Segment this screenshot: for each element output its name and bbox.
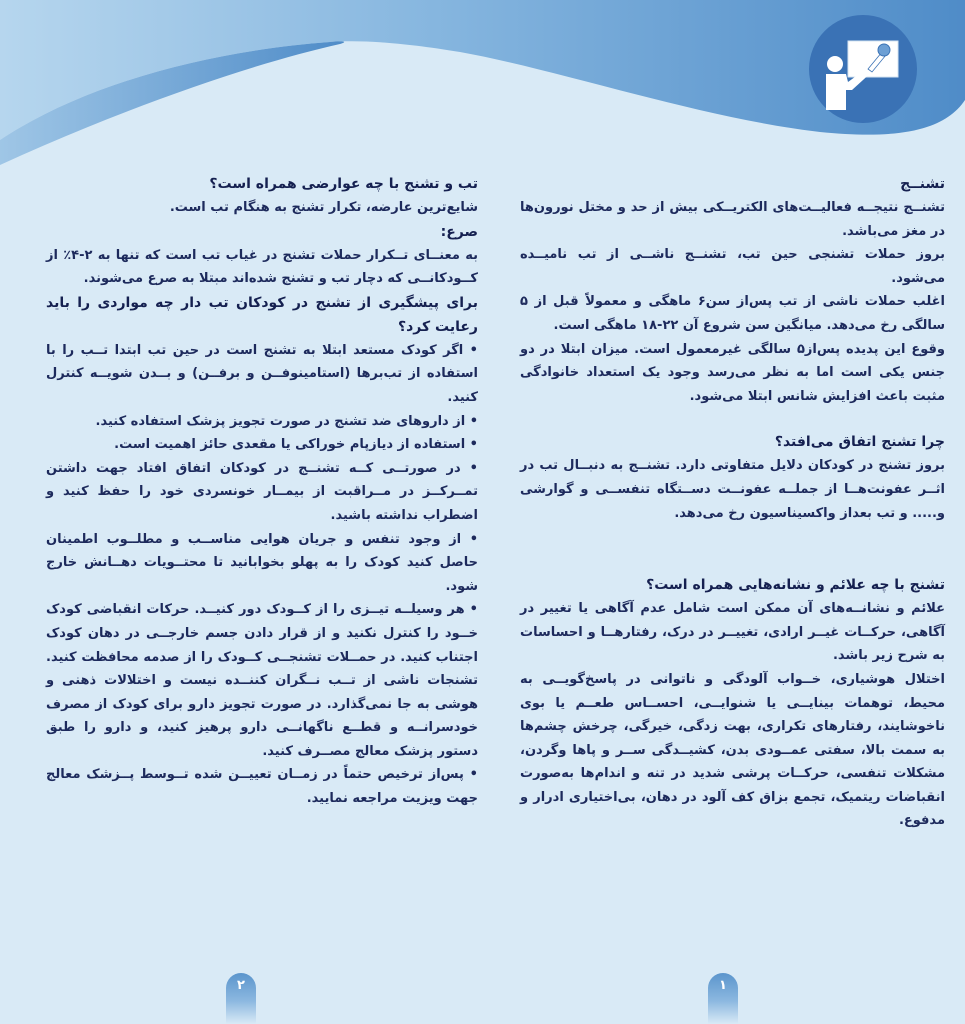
page-number-2: ۲ (226, 973, 256, 1024)
bullet-item: • از داروهای ضد تشنج در صورت تجویز پزشک استفاده کنید. (95, 413, 478, 429)
paragraph: اغلب حملات ناشی از تب پس‌از سن۶ ماهگی و معمولاً قبل از ۵ سالگی رخ می‌دهد. میانگین سن شروع آن ۲۲-۱۸ ماهگی است. (520, 294, 946, 333)
paragraph: علائم و نشانــه‌های آن ممکن است شامل عدم آگاهی یا تغییر در آگاهی، حرکــات غیــر ارادی، تغییــر در درک، رفتارهــا و احساسات به شرح زیر باشد. (520, 601, 945, 664)
section-title: صرع: (440, 223, 478, 240)
section-title: تب و تشنج با چه عوارضی همراه است؟ (209, 176, 478, 192)
bullet-item: • در صورتــی کــه تشنــج در کودکان اتفاق افتاد جهت داشتن تمــرکــز در مــراقبت از بیمــار خونسردی خود را حفظ کنید و اضطراب نداشته باشید. (46, 460, 478, 523)
paragraph: اختلال هوشیاری، خــواب آلودگی و ناتوانی در پاسخ‌گویــی به محیط، توهمات بینایــی یا شنوایــی، احســاس طعــم یا بوی ناخوشایند، رفتارهای تکراری، بهت زدگی، خیرگی، چرخش چشم‌ها به سمت بالا، سفتی عمــودی بدن، کشیــدگی ســر و پاها وگردن، مشکلات تنفسی، حرکــات پرشی شدید در تنه و اندام‌ها به‌صورت انقباضات ریتمیک، تجمع بزاق کف آلود در دهان، بی‌اختیاری ادرار و مدفوع. (520, 671, 945, 829)
bullet-item: • استفاده از دیازپام خوراکی یا مقعدی حائز اهمیت است. (114, 437, 478, 453)
page-number-1: ۱ (708, 973, 738, 1024)
paragraph: تشنــج نتیجــه فعالیــت‌های الکتریــکی بیش از حد و مختل نورون‌ها در مغز می‌باشد. (520, 200, 945, 239)
bullet-item: • از وجود تنفس و جریان هوایی مناســب و مطلــوب اطمینان حاصل کنید کودک را به پهلو بخوابانید تا محتــویات دهــانش خارج شود. (46, 531, 478, 594)
paragraph: شایع‌ترین عارضه، تکرار تشنج به هنگام تب است. (169, 200, 478, 215)
section-title: برای پیشگیری از تشنج در کودکان تب دار چه مواردی را باید رعایت کرد؟ (46, 294, 478, 335)
bullet-item: • پس‌از ترخیص حتماً در زمــان تعییــن شده تــوسط پــزشک معالج جهت ویزیت مراجعه نمایید. (46, 767, 478, 807)
paragraph: به معنــای تــکرار حملات تشنج در غیاب تب است که تنها به ۲-۴٪ از کــودکانــی که دچار تب و تشنج شده‌اند مبتلا به صرع می‌شوند. (46, 247, 479, 287)
page-2-column (46, 172, 478, 811)
section-title: تشنج با چه علائم و نشانه‌هایی همراه است؟ (646, 577, 945, 594)
section-title: چرا تشنج اتفاق می‌افتد؟ (774, 434, 945, 451)
paragraph: بروز حملات تشنجی حین تب، تشنــج ناشــی از تب نامیــده می‌شود. (520, 247, 945, 286)
paragraph: وقوع این پدیده پس‌از۵ سالگی غیرمعمول است. میزان ابتلا در دو جنس یکی است اما به نظر می‌رسد وجود یک استعداد خانوادگی مثبت باعث افزایش شانس ابتلا می‌شود. (520, 341, 945, 404)
bullet-item: • اگر کودک مستعد ابتلا به تشنج است در حین تب ابتدا تــب را با استفاده از تب‌برها (استامینوفــن و برفــن) و بــدن شویــه کنترل کنید. (46, 342, 478, 405)
page-1-column (520, 172, 945, 833)
teacher-at-whiteboard-icon (808, 14, 918, 124)
paragraph: بروز تشنج در کودکان دلایل متفاوتی دارد. تشنــج به دنبــال تب در اثــر عفونت‌هــا از جملــه عفونــت دســتگاه تنفســی و گوارشی و..... و تب بعداز واکسیناسیون رخ می‌دهد. (520, 458, 945, 521)
bullet-item: • هر وسیلــه تیــزی را از کــودک دور کنیــد. حرکات انقباضی کودک خــود را کنترل نکنید و از قرار دادن جسم خارجــی در دهان کودک اجتناب کنید. در حمــلات تشنجــی کــودک را از صدمه محافظت کنید. تشنجات ناشی از تــب نــگران کننــده نیست و اختلالات ذهنی و هوشی به جا نمی‌گذارد. در صورت تجویز دارو برای کودک از مصرف خودسرانــه و قطــع ناگهانــی دارو پرهیز کنید، و دارو را طبق دستور پزشک معالج مصــرف کنید. (46, 602, 478, 759)
section-title: تشنــج (900, 176, 945, 192)
